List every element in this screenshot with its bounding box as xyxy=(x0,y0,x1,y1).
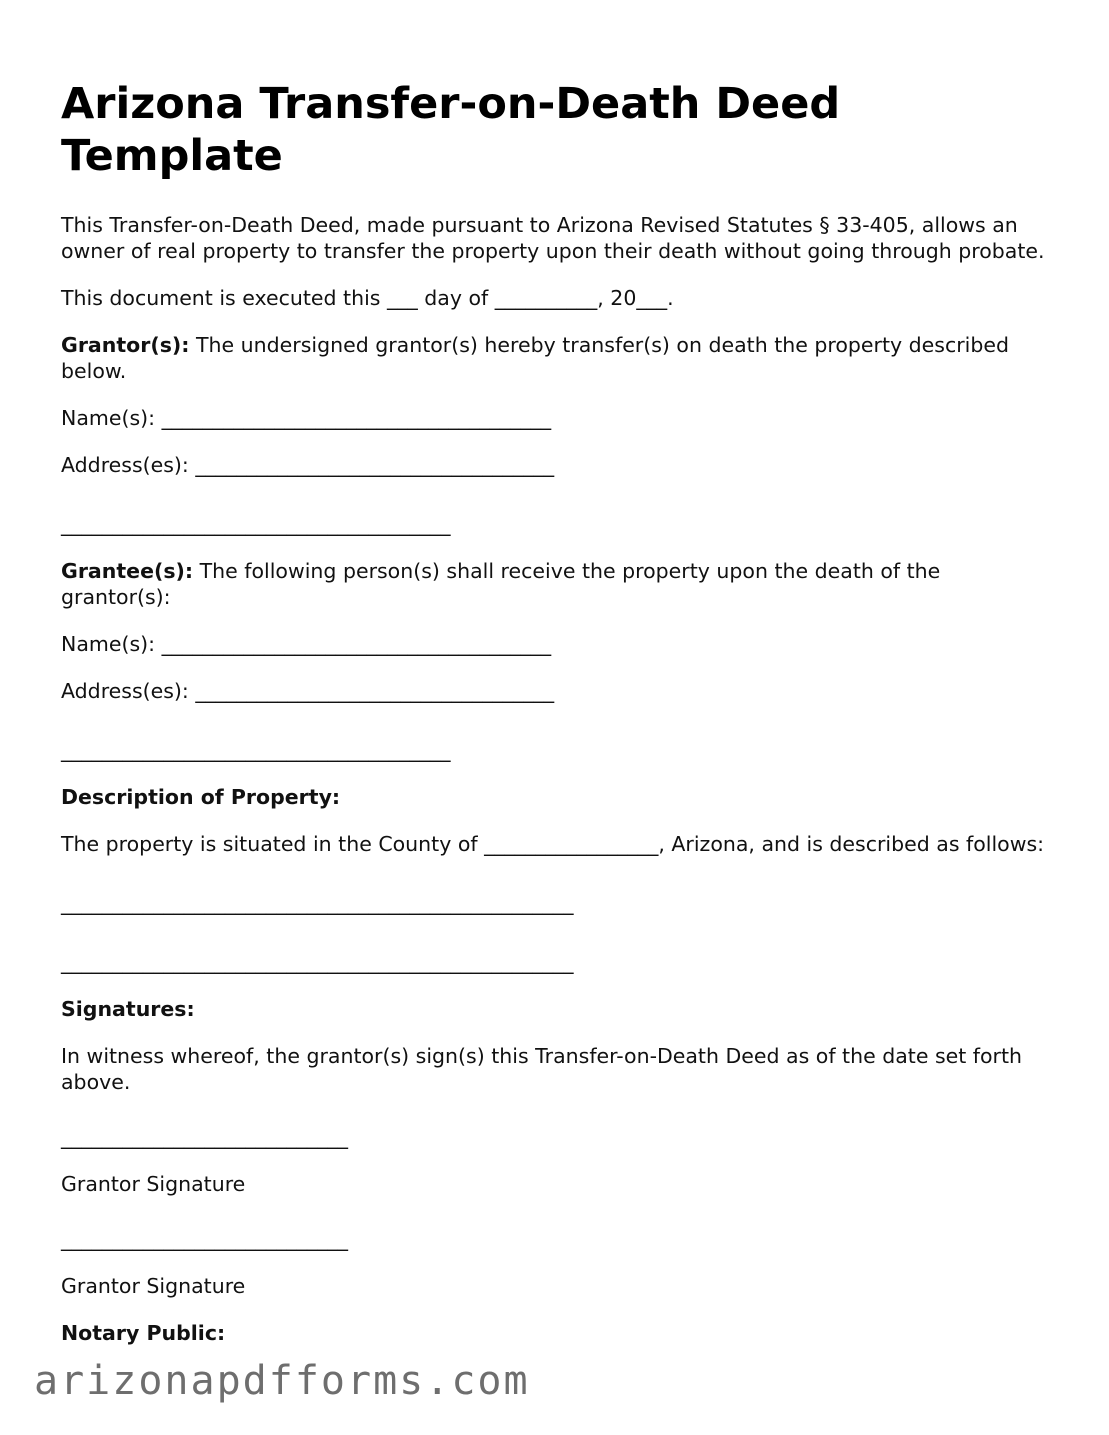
grantor-signature-label-2: Grantor Signature xyxy=(61,1274,246,1298)
document-page xyxy=(61,78,1051,1367)
grantee-name-field: Name(s): ______________________________________ xyxy=(61,632,552,656)
grantor-signature-label-1: Grantor Signature xyxy=(61,1172,246,1196)
grantee-paragraph xyxy=(61,558,1051,610)
page-title: Arizona Transfer-on-Death Deed Template xyxy=(61,79,841,181)
property-paragraph: The property is situated in the County of _________________, Arizona, and is described as follows: xyxy=(61,832,1045,856)
grantee-label: Grantee(s): xyxy=(61,559,194,583)
grantee-text: The following person(s) shall receive the property upon the death of the grantor(s): xyxy=(61,559,941,609)
watermark: arizonapdfforms.com xyxy=(34,1358,530,1404)
grantor-name-field: Name(s): ______________________________________ xyxy=(61,406,552,430)
grantee-address-extra-line: ______________________________________ xyxy=(61,738,451,762)
grantor-address-extra-line: ______________________________________ xyxy=(61,512,451,536)
signatures-paragraph: In witness whereof, the grantor(s) sign(s) this Transfer-on-Death Deed as of the date set forth above. xyxy=(61,1044,1023,1094)
grantor-paragraph xyxy=(61,332,1051,384)
grantor-label: Grantor(s): xyxy=(61,333,190,357)
grantor-text: The undersigned grantor(s) hereby transfer(s) on death the property described below. xyxy=(61,333,1009,383)
grantor-signature-line-2: ____________________________ xyxy=(61,1227,348,1251)
property-description-line-1: __________________________________________________ xyxy=(61,891,574,915)
signatures-heading: Signatures: xyxy=(61,997,195,1021)
notary-heading: Notary Public: xyxy=(61,1321,226,1345)
property-heading: Description of Property: xyxy=(61,785,341,809)
grantee-address-field: Address(es): ___________________________________ xyxy=(61,679,555,703)
property-description-line-2: __________________________________________________ xyxy=(61,950,574,974)
intro-paragraph: This Transfer-on-Death Deed, made pursuant to Arizona Revised Statutes § 33-405, allows an owner of real property to transfer the property upon their death without going through probate. xyxy=(61,213,1045,263)
executed-line: This document is executed this ___ day of __________, 20___. xyxy=(61,286,674,310)
grantor-signature-line-1: ____________________________ xyxy=(61,1125,348,1149)
grantor-address-field: Address(es): ___________________________________ xyxy=(61,453,555,477)
